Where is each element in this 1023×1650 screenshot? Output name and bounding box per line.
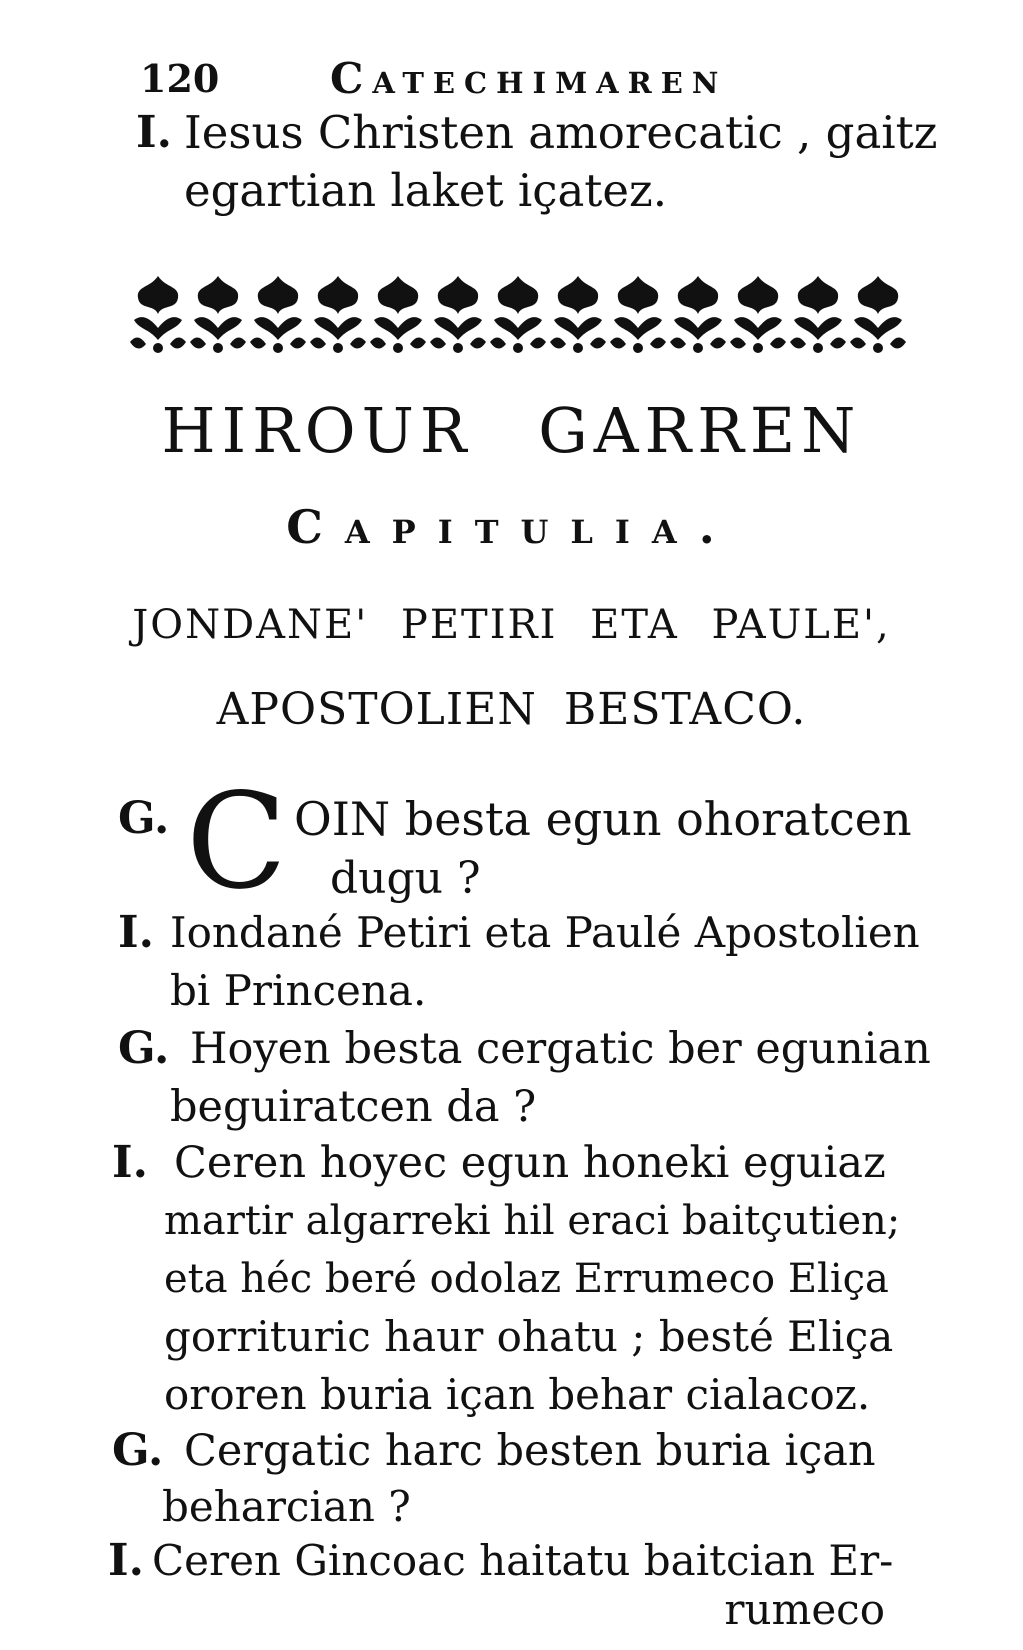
answer-line: ororen buria içan behar cialacoz. (164, 1370, 871, 1419)
question-label: G. (118, 1023, 170, 1074)
question-label: G. (118, 793, 170, 844)
question-line: dugu ? (330, 853, 481, 904)
answer-line: Iesus Christen amorecatic , gaitz (184, 106, 938, 159)
answer-line: egartian laket içatez. (184, 164, 668, 217)
page-header (140, 48, 900, 108)
section-title-line-1: JONDANE' PETIRI ETA PAULE', (132, 602, 891, 648)
section-title-line-2: APOSTOLIEN BESTACO. (216, 684, 807, 735)
catchword: rumeco (724, 1585, 885, 1634)
question-label: G. (112, 1425, 164, 1476)
answer-label: I. (136, 107, 172, 158)
answer-line: bi Princena. (170, 966, 427, 1015)
question-line: beguiratcen da ? (170, 1082, 537, 1132)
question-line: beharcian ? (162, 1482, 411, 1531)
running-head: Catechimaren (330, 54, 728, 103)
question-line: Hoyen besta cergatic ber egunian (190, 1024, 931, 1074)
answer-line: Ceren Gincoac haitatu baitcian Er- (152, 1536, 894, 1585)
answer-line: gorrituric haur ohatu ; besté Eliça (164, 1312, 894, 1361)
question-2 (118, 1020, 931, 1140)
page-number: 120 (140, 56, 220, 101)
question-3 (112, 1422, 912, 1542)
answer-label: I. (112, 1137, 148, 1188)
answer-1 (118, 904, 918, 1024)
chapter-title: Capitulia. (286, 500, 737, 554)
part-title: HIROUR GARREN (161, 394, 862, 467)
question-line: OIN besta egun ohoratcen (294, 792, 912, 846)
drop-cap: C (186, 765, 287, 919)
answer-label: I. (108, 1535, 144, 1586)
answer-line: eta héc beré odolaz Errumeco Eliça (164, 1256, 889, 1302)
question-line: Cergatic harc besten buria içan (184, 1426, 876, 1476)
answer-line: martir algarreki hil eraci baitçutien; (164, 1198, 901, 1244)
answer-label: I. (118, 907, 154, 958)
top-answer (136, 104, 938, 224)
answer-line: Ceren hoyec egun honeki eguiaz (174, 1138, 886, 1188)
answer-3 (108, 1532, 908, 1592)
answer-line: Iondané Petiri eta Paulé Apostolien (170, 908, 920, 957)
fleuron-band-icon (128, 270, 908, 356)
answer-2 (112, 1134, 912, 1434)
